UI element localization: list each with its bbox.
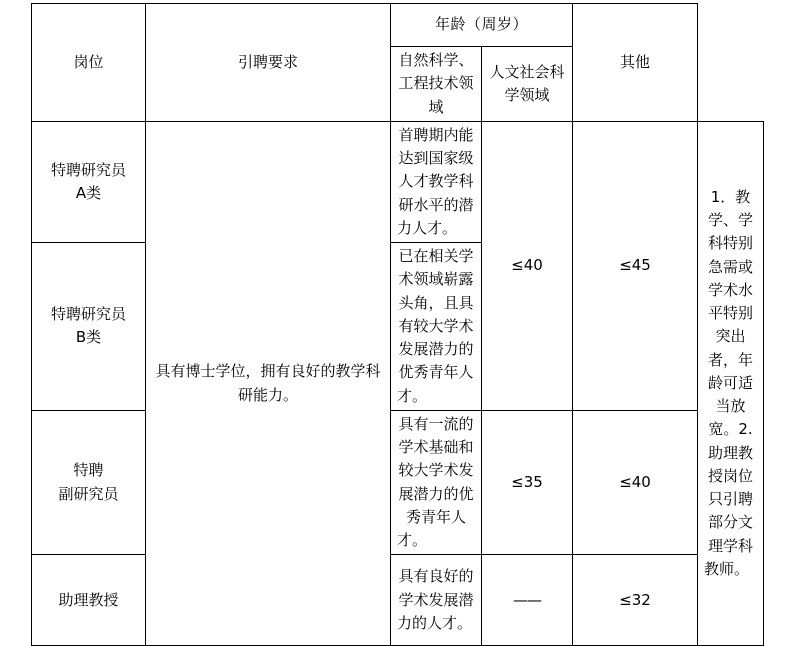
- header-post: 岗位: [32, 4, 146, 122]
- post-line-1: 特聘研究员: [50, 160, 126, 179]
- table-row: [32, 410, 764, 555]
- post-line-1: 特聘研究员: [50, 305, 126, 324]
- post-line-2: A类: [75, 183, 102, 202]
- header-requirement: 引聘要求: [146, 4, 391, 122]
- table-header-row-1: [32, 4, 764, 47]
- other-notes-cell: 1．教学、学科特别急需或学术水平特别突出者，年龄可适当放宽。2.助理教授岗位只引聘部分文理学科教师。: [698, 121, 764, 646]
- post-line-2: B类: [75, 328, 102, 347]
- post-line-1: 特聘: [73, 461, 104, 480]
- row-post-a: [32, 121, 146, 242]
- post-line-2: 副研究员: [58, 484, 119, 503]
- table-row: [32, 121, 764, 242]
- row-post-assistant: [32, 555, 146, 646]
- post-line-1: 助理教授: [58, 590, 119, 609]
- row-requirement-assistant: 具有良好的学术发展潜力的人才。: [391, 555, 482, 646]
- row-age-humanities-assistant: ≤32: [573, 555, 698, 646]
- row-requirement-associate: 具有一流的学术基础和较大学术发展潜力的优秀青年人才。: [391, 410, 482, 555]
- row-age-humanities-associate: ≤40: [573, 410, 698, 555]
- header-age-group: 年龄（周岁）: [391, 4, 573, 47]
- header-age-humanities: 人文社会科学领域: [482, 47, 573, 122]
- row-age-science-assistant: ——: [482, 555, 573, 646]
- degree-requirement-cell: 具有博士学位，拥有良好的教学科研能力。: [146, 121, 391, 646]
- row-requirement-a: 首聘期内能达到国家级人才教学科研水平的潜力人才。: [391, 121, 482, 242]
- positions-table: [31, 3, 764, 646]
- document-page: [0, 3, 799, 632]
- row-requirement-b: 已在相关学术领域崭露头角，且具有较大学术发展潜力的优秀青年人才。: [391, 243, 482, 411]
- row-age-science-associate: ≤35: [482, 410, 573, 555]
- table-row: [32, 555, 764, 646]
- row-age-science-ab: ≤40: [482, 121, 573, 410]
- header-other: 其他: [573, 4, 698, 122]
- header-age-science: 自然科学、工程技术领域: [391, 47, 482, 122]
- row-post-b: [32, 243, 146, 411]
- row-age-humanities-ab: ≤45: [573, 121, 698, 410]
- row-post-associate: [32, 410, 146, 555]
